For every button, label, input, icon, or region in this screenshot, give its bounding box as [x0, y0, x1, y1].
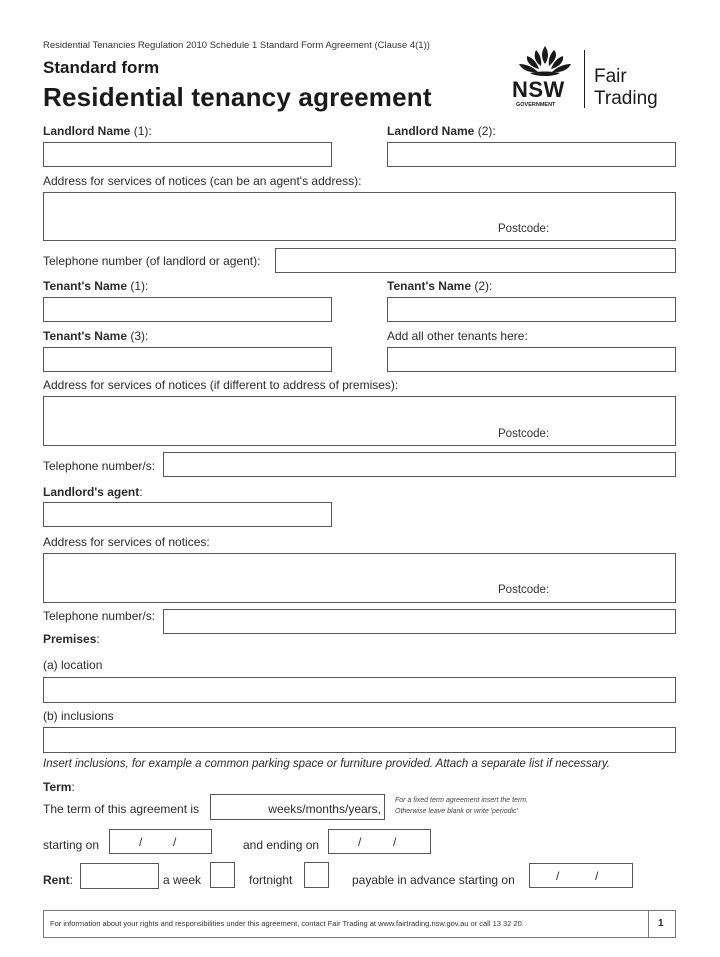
- tenant-name-3-field[interactable]: [43, 347, 332, 372]
- starting-on-label: starting on: [43, 838, 100, 852]
- ending-on-label: and ending on: [243, 838, 320, 852]
- waratah-icon: [514, 44, 576, 80]
- agent-address-field[interactable]: [43, 553, 676, 603]
- landlord-address-field[interactable]: [43, 192, 676, 241]
- nsw-wordmark: NSW: [512, 77, 565, 102]
- fortnight-label: fortnight: [249, 873, 293, 887]
- end-date-field[interactable]: [328, 829, 431, 854]
- landlord-address-label: Address for services of notices (can be an agent's address):: [43, 174, 362, 188]
- government-wordmark: GOVERNMENT: [516, 102, 556, 108]
- tenant-telephone-field[interactable]: [163, 452, 676, 477]
- term-length-field[interactable]: [210, 794, 385, 820]
- page-number: 1: [658, 918, 664, 929]
- tenant-telephone-label: Telephone number/s:: [43, 459, 156, 473]
- a-week-label: a week: [163, 873, 202, 887]
- tenant-address-field[interactable]: [43, 396, 676, 446]
- page-title: Residential tenancy agreement: [43, 82, 432, 112]
- start-date-field[interactable]: [109, 829, 212, 854]
- rent-label: Rent:: [43, 873, 74, 887]
- fair-wordmark: Fair: [594, 66, 627, 87]
- premises-inclusions-label: (b) inclusions: [43, 709, 114, 723]
- tenant-name-3-label: Tenant's Name (3):: [43, 329, 149, 343]
- landlord-telephone-field[interactable]: [275, 248, 676, 273]
- footer-divider: [648, 911, 649, 937]
- premises-label: Premises:: [43, 632, 100, 646]
- landlord-name-1-label: Landlord Name (1):: [43, 124, 152, 138]
- fortnight-checkbox[interactable]: [304, 862, 329, 888]
- term-units-label: weeks/months/years,: [268, 802, 381, 816]
- term-label: Term:: [43, 780, 75, 794]
- tenant-name-2-label: Tenant's Name (2):: [387, 279, 493, 293]
- date-separator: /: [358, 835, 362, 849]
- footer-info-box: [43, 910, 676, 938]
- other-tenants-label: Add all other tenants here:: [387, 329, 528, 343]
- term-note: For a fixed term agreement insert the term. Otherwise leave blank or write 'periodic': [395, 797, 529, 815]
- landlord-name-2-field[interactable]: [387, 142, 676, 167]
- landlord-name-1-field[interactable]: [43, 142, 332, 167]
- landlords-agent-label: Landlord's agent:: [43, 485, 143, 499]
- date-separator: /: [139, 835, 143, 849]
- logo-divider: [584, 50, 585, 108]
- premises-inclusions-field[interactable]: [43, 727, 676, 753]
- postcode-label: Postcode:: [498, 584, 550, 596]
- postcode-label: Postcode:: [498, 428, 550, 440]
- trading-wordmark: Trading: [594, 88, 658, 109]
- landlords-agent-field[interactable]: [43, 502, 332, 527]
- term-intro-label: The term of this agreement is: [43, 802, 200, 816]
- premises-location-field[interactable]: [43, 677, 676, 703]
- other-tenants-field[interactable]: [387, 347, 676, 372]
- date-separator: /: [173, 835, 177, 849]
- tenant-name-1-field[interactable]: [43, 297, 332, 322]
- week-checkbox[interactable]: [210, 862, 235, 888]
- nsw-fair-trading-logo: [510, 44, 680, 114]
- tenant-address-label: Address for services of notices (if different to address of premises):: [43, 378, 399, 392]
- rent-amount-field[interactable]: [80, 863, 159, 889]
- landlord-name-2-label: Landlord Name (2):: [387, 124, 496, 138]
- inclusions-note: Insert inclusions, for example a common parking space or furniture provided. Attach a separate list if necessary.: [43, 758, 610, 770]
- agent-address-label: Address for services of notices:: [43, 535, 210, 549]
- date-separator: /: [393, 835, 397, 849]
- footer-info-text: For information about your rights and responsibilities under this agreement, contact Fair Trading at www.fairtrading.nsw.gov.au or call 13 32 20.: [50, 919, 524, 928]
- form-subtitle: Standard form: [43, 58, 160, 77]
- payable-in-advance-label: payable in advance starting on: [352, 873, 515, 887]
- tenant-name-1-label: Tenant's Name (1):: [43, 279, 149, 293]
- postcode-label: Postcode:: [498, 223, 550, 235]
- agent-telephone-field[interactable]: [163, 609, 676, 634]
- date-separator: /: [556, 869, 560, 883]
- agent-telephone-label: Telephone number/s:: [43, 609, 156, 623]
- date-separator: /: [595, 869, 599, 883]
- premises-location-label: (a) location: [43, 658, 103, 672]
- regulation-reference: Residential Tenancies Regulation 2010 Schedule 1 Standard Form Agreement (Clause 4(1)): [43, 40, 430, 51]
- rent-start-date-field[interactable]: [529, 863, 633, 888]
- tenant-name-2-field[interactable]: [387, 297, 676, 322]
- landlord-telephone-label: Telephone number (of landlord or agent):: [43, 254, 261, 268]
